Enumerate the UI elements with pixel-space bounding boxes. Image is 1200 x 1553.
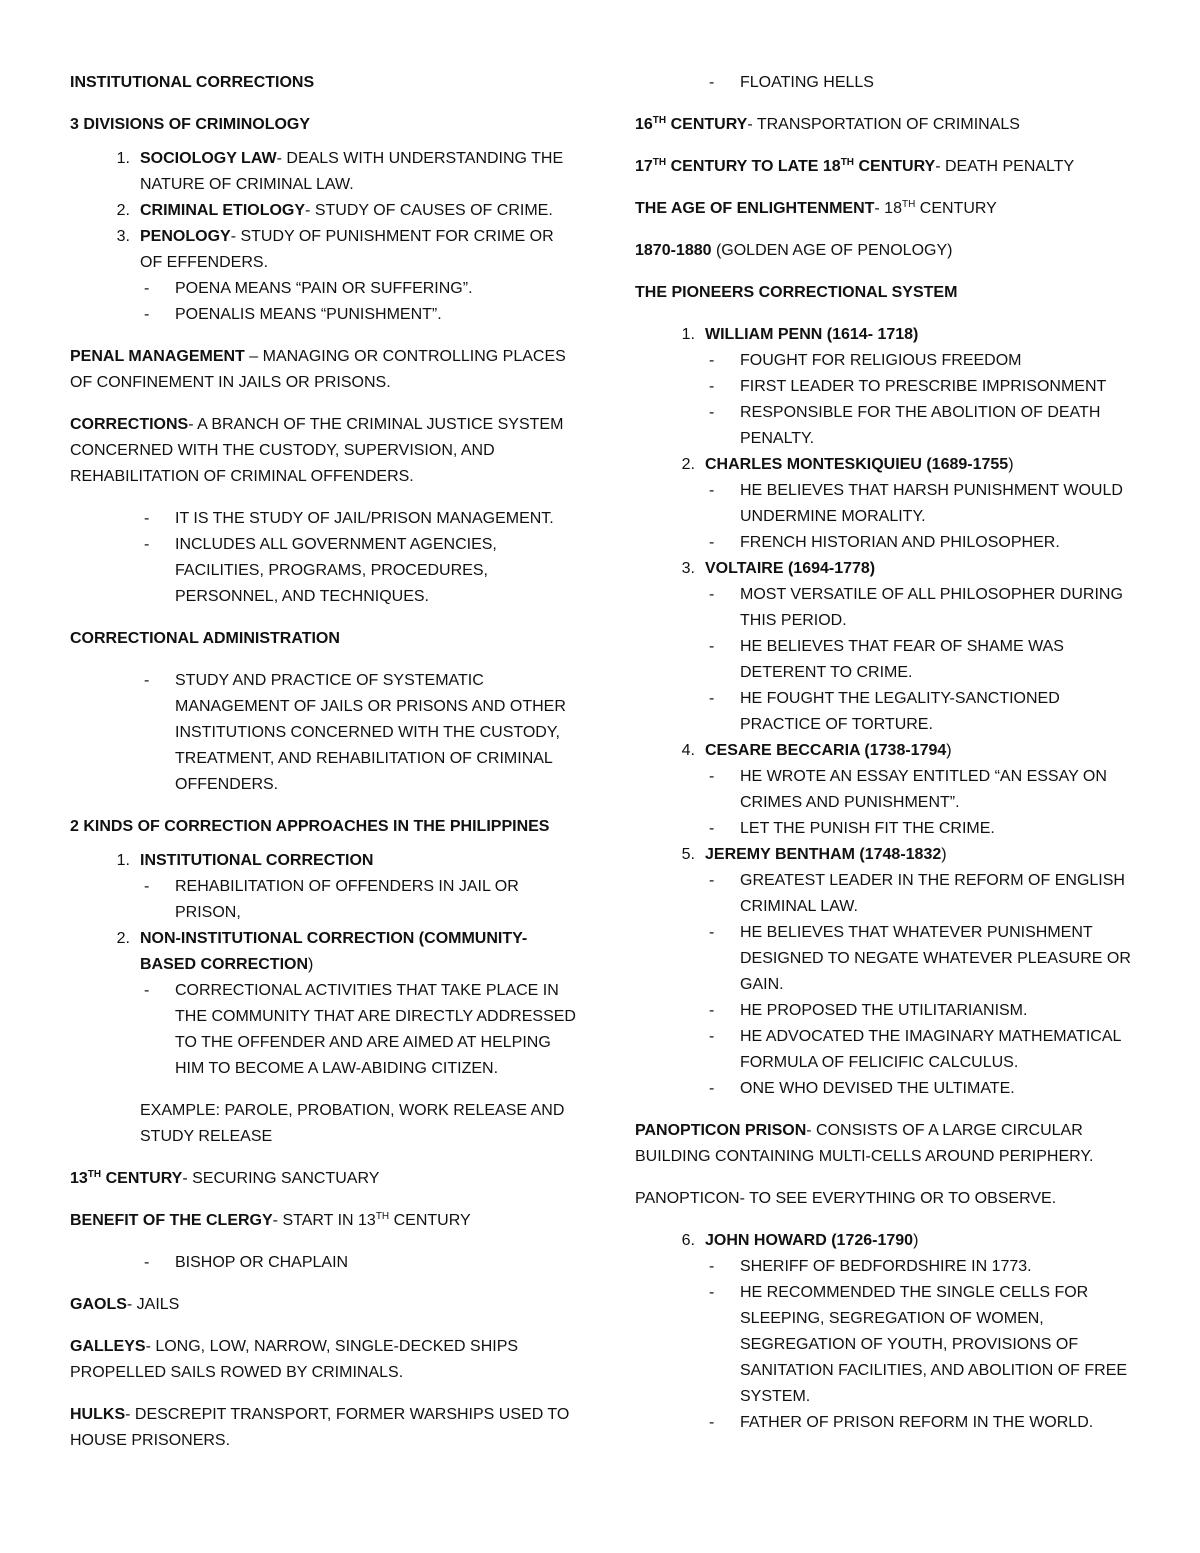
list-item: - MOST VERSATILE OF ALL PHILOSOPHER DURING THIS PERIOD.	[709, 586, 1123, 629]
pioneer-item: 2. CHARLES MONTESKIQUIEU (1689-1755)	[681, 456, 1014, 473]
division-item: 3. PENOLOGY- STUDY OF PUNISHMENT FOR CRIME OR OF EFFENDERS.	[116, 228, 554, 271]
list-item: - FRENCH HISTORIAN AND PHILOSOPHER.	[709, 534, 1060, 551]
list-item: - LET THE PUNISH FIT THE CRIME.	[709, 820, 995, 837]
century-13: 13TH CENTURY- SECURING SANCTUARY	[70, 1169, 380, 1187]
approach-item: 2. NON-INSTITUTIONAL CORRECTION (COMMUNITY-BASED CORRECTION)	[116, 930, 528, 973]
golden-age: 1870-1880 (GOLDEN AGE OF PENOLOGY)	[635, 242, 953, 259]
approaches-heading: 2 KINDS OF CORRECTION APPROACHES IN THE PHILIPPINES	[70, 818, 550, 835]
list-item: - FLOATING HELLS	[709, 74, 874, 91]
list-item: - ONE WHO DEVISED THE ULTIMATE.	[709, 1080, 1015, 1097]
left-column	[70, 70, 580, 1470]
list-item: - GREATEST LEADER IN THE REFORM OF ENGLISH CRIMINAL LAW.	[709, 872, 1125, 915]
page-title: INSTITUTIONAL CORRECTIONS	[70, 74, 315, 91]
list-item: - FIRST LEADER TO PRESCRIBE IMPRISONMENT	[709, 378, 1107, 395]
century-17: 17TH CENTURY TO LATE 18TH CENTURY- DEATH PENALTY	[635, 157, 1075, 175]
list-item: - INCLUDES ALL GOVERNMENT AGENCIES, FACILITIES, PROGRAMS, PROCEDURES, PERSONNEL, AND TECHNIQUES.	[144, 536, 497, 605]
list-item: - BISHOP OR CHAPLAIN	[144, 1254, 349, 1271]
list-item: - POENALIS MEANS “PUNISHMENT”.	[144, 306, 442, 323]
list-item: - POENA MEANS “PAIN OR SUFFERING”.	[144, 280, 473, 297]
pioneer-item: 6. JOHN HOWARD (1726-1790)	[681, 1232, 919, 1249]
age-of-enlightenment: THE AGE OF ENLIGHTENMENT- 18TH CENTURY	[635, 199, 997, 217]
list-item: - HE FOUGHT THE LEGALITY-SANCTIONED PRACTICE OF TORTURE.	[709, 690, 1060, 733]
list-item: - HE ADVOCATED THE IMAGINARY MATHEMATICAL FORMULA OF FELICIFIC CALCULUS.	[709, 1028, 1121, 1071]
penal-management: PENAL MANAGEMENT – MANAGING OR CONTROLLING PLACES OF CONFINEMENT IN JAILS OR PRISONS.	[70, 348, 566, 391]
list-item: - SHERIFF OF BEDFORDSHIRE IN 1773.	[709, 1258, 1032, 1275]
list-item: - FATHER OF PRISON REFORM IN THE WORLD.	[709, 1414, 1094, 1431]
right-column	[635, 70, 1135, 1436]
list-item: - HE WROTE AN ESSAY ENTITLED “AN ESSAY ON CRIMES AND PUNISHMENT”.	[709, 768, 1107, 811]
list-item: - HE BELIEVES THAT HARSH PUNISHMENT WOULD UNDERMINE MORALITY.	[709, 482, 1123, 525]
list-item: - HE BELIEVES THAT WHATEVER PUNISHMENT DESIGNED TO NEGATE WHATEVER PLEASURE OR GAIN.	[709, 924, 1131, 993]
century-16: 16TH CENTURY- TRANSPORTATION OF CRIMINALS	[635, 115, 1020, 133]
pioneers-heading: THE PIONEERS CORRECTIONAL SYSTEM	[635, 284, 958, 301]
corrections-definition: CORRECTIONS- A BRANCH OF THE CRIMINAL JUSTICE SYSTEM CONCERNED WITH THE CUSTODY, SUPERVISION, AND REHABILITATION OF CRIMINAL OFFENDERS.	[70, 416, 564, 485]
admin-heading: CORRECTIONAL ADMINISTRATION	[70, 630, 340, 647]
panopticon-definition: PANOPTICON- TO SEE EVERYTHING OR TO OBSERVE.	[635, 1190, 1057, 1207]
divisions-heading: 3 DIVISIONS OF CRIMINOLOGY	[70, 116, 311, 133]
panopticon-prison: PANOPTICON PRISON- CONSISTS OF A LARGE CIRCULAR BUILDING CONTAINING MULTI-CELLS AROUND PERIPHERY.	[635, 1122, 1094, 1165]
list-item: - CORRECTIONAL ACTIVITIES THAT TAKE PLACE IN THE COMMUNITY THAT ARE DIRECTLY ADDRESSED TO THE OFFENDER AND ARE AIMED AT HELPING HIM TO BECOME A LAW-ABIDING CITIZEN.	[144, 982, 576, 1077]
galleys-definition: GALLEYS- LONG, LOW, NARROW, SINGLE-DECKED SHIPS PROPELLED SAILS ROWED BY CRIMINALS.	[70, 1338, 519, 1381]
pioneer-item: 4. CESARE BECCARIA (1738-1794)	[681, 742, 952, 759]
example-text: EXAMPLE: PAROLE, PROBATION, WORK RELEASE AND STUDY RELEASE	[140, 1102, 565, 1145]
list-item: - HE RECOMMENDED THE SINGLE CELLS FOR SLEEPING, SEGREGATION OF WOMEN, SEGREGATION OF YOUTH, PROVISIONS OF SANITATION FACILITIES, AND ABOLITION OF FREE SYSTEM.	[709, 1284, 1128, 1405]
list-item: - HE BELIEVES THAT FEAR OF SHAME WAS DETERENT TO CRIME.	[709, 638, 1064, 681]
list-item: - FOUGHT FOR RELIGIOUS FREEDOM	[709, 352, 1022, 369]
pioneer-item: 3. VOLTAIRE (1694-1778)	[681, 560, 876, 577]
benefit-of-clergy: BENEFIT OF THE CLERGY- START IN 13TH CENTURY	[70, 1211, 471, 1229]
list-item: - HE PROPOSED THE UTILITARIANISM.	[709, 1002, 1028, 1019]
approach-item: 1. INSTITUTIONAL CORRECTION	[116, 852, 374, 869]
list-item: - REHABILITATION OF OFFENDERS IN JAIL OR PRISON,	[144, 878, 519, 921]
gaols-definition: GAOLS- JAILS	[70, 1296, 180, 1313]
hulks-definition: HULKS- DESCREPIT TRANSPORT, FORMER WARSHIPS USED TO HOUSE PRISONERS.	[70, 1406, 570, 1449]
list-item: - IT IS THE STUDY OF JAIL/PRISON MANAGEMENT.	[144, 510, 554, 527]
list-item: - STUDY AND PRACTICE OF SYSTEMATIC MANAGEMENT OF JAILS OR PRISONS AND OTHER INSTITUTIONS CONCERNED WITH THE CUSTODY, TREATMENT, AND REHABILITATION OF CRIMINAL OFFENDERS.	[144, 672, 566, 793]
division-item: 2. CRIMINAL ETIOLOGY- STUDY OF CAUSES OF CRIME.	[116, 202, 553, 219]
list-item: - RESPONSIBLE FOR THE ABOLITION OF DEATH PENALTY.	[709, 404, 1101, 447]
division-item: 1. SOCIOLOGY LAW- DEALS WITH UNDERSTANDING THE NATURE OF CRIMINAL LAW.	[116, 150, 564, 193]
pioneer-item: 1. WILLIAM PENN (1614- 1718)	[681, 326, 919, 343]
pioneer-item: 5. JEREMY BENTHAM (1748-1832)	[681, 846, 947, 863]
